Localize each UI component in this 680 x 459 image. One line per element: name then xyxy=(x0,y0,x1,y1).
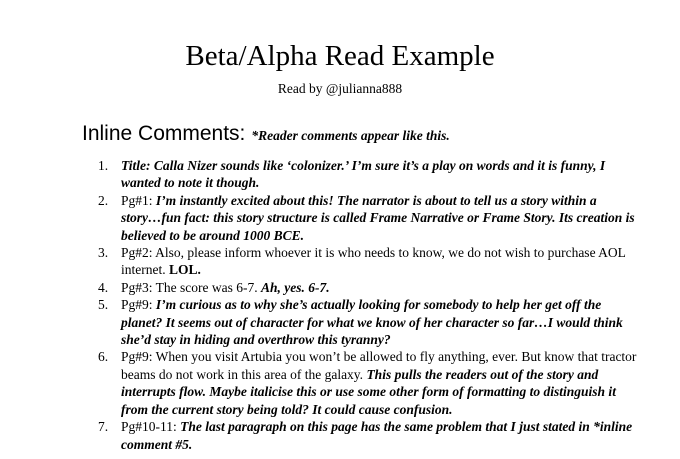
section-heading-note: *Reader comments appear like this. xyxy=(251,128,450,143)
comment-plain-text: Pg#9: When you visit Artubia you won’t be allowed to fly anything, ever. But know that tractor beams do not work in this area of the galaxy. xyxy=(121,349,637,382)
comment-plain-text: Pg#2: Also, please inform whoever it is who needs to know, we do not wish to purchase AOL internet. xyxy=(121,245,626,278)
list-item xyxy=(98,279,638,296)
document-title: Beta/Alpha Read Example xyxy=(185,40,495,72)
list-item xyxy=(98,296,638,348)
list-item-number: 3. xyxy=(98,245,109,261)
comment-text xyxy=(121,193,635,243)
list-item xyxy=(98,348,638,418)
list-item xyxy=(98,192,638,244)
reader-comment: Ah, yes. 6-7. xyxy=(260,279,330,295)
reader-comment: The last paragraph on this page has the same problem that I just stated in *inline comment #5. xyxy=(121,419,633,452)
inline-comments-list xyxy=(98,157,638,453)
list-item xyxy=(98,418,638,453)
comment-text xyxy=(121,245,625,277)
comment-plain-text: Pg#1: xyxy=(121,192,156,208)
reader-comment: This pulls the readers out of the story and interrupts flow. Maybe italicise this or use some other form of formatting to distinguish it from the current story being told? It could cause confusion. xyxy=(121,366,616,417)
list-item-number: 1. xyxy=(98,158,109,173)
list-item xyxy=(98,244,638,279)
comment-text xyxy=(121,280,330,295)
comment-plain-text: Pg#9: xyxy=(121,297,156,313)
comment-plain-text: Pg#10-11: xyxy=(121,419,181,435)
list-item xyxy=(98,157,638,192)
comment-text xyxy=(121,349,636,416)
document-subtitle: Read by @julianna888 xyxy=(277,81,403,96)
reader-comment: I’m curious as to why she’s actually looking for somebody to help her get off the planet? It seems out of character for what we know of her character so far…I would think she’d stay in hiding and overthrow this tyranny? xyxy=(121,297,623,348)
comment-text xyxy=(121,419,632,451)
comment-text xyxy=(121,297,623,347)
list-item-number: 6. xyxy=(98,349,109,365)
comment-text xyxy=(121,158,605,190)
list-item-number: 5. xyxy=(98,297,109,313)
section-heading-title: Inline Comments: xyxy=(82,122,246,145)
list-item-number: 2. xyxy=(98,192,109,208)
list-item-number: 4. xyxy=(98,279,109,295)
comment-plain-text: Pg#3: The score was 6-7. xyxy=(121,279,261,295)
reader-comment: I’m instantly excited about this! The narrator is about to tell us a story within a story…fun fact: this story structure is called Frame Narrative or Frame Story. Its creation is believed to be around 1000 BCE. xyxy=(121,192,635,243)
section-heading xyxy=(82,120,450,148)
list-item-number: 7. xyxy=(98,419,109,435)
reader-comment: Title: Calla Nizer sounds like ‘colonizer.’ I’m sure it’s a play on words and it is funny, I wanted to note it though. xyxy=(121,158,606,191)
reader-comment: LOL. xyxy=(168,262,201,278)
